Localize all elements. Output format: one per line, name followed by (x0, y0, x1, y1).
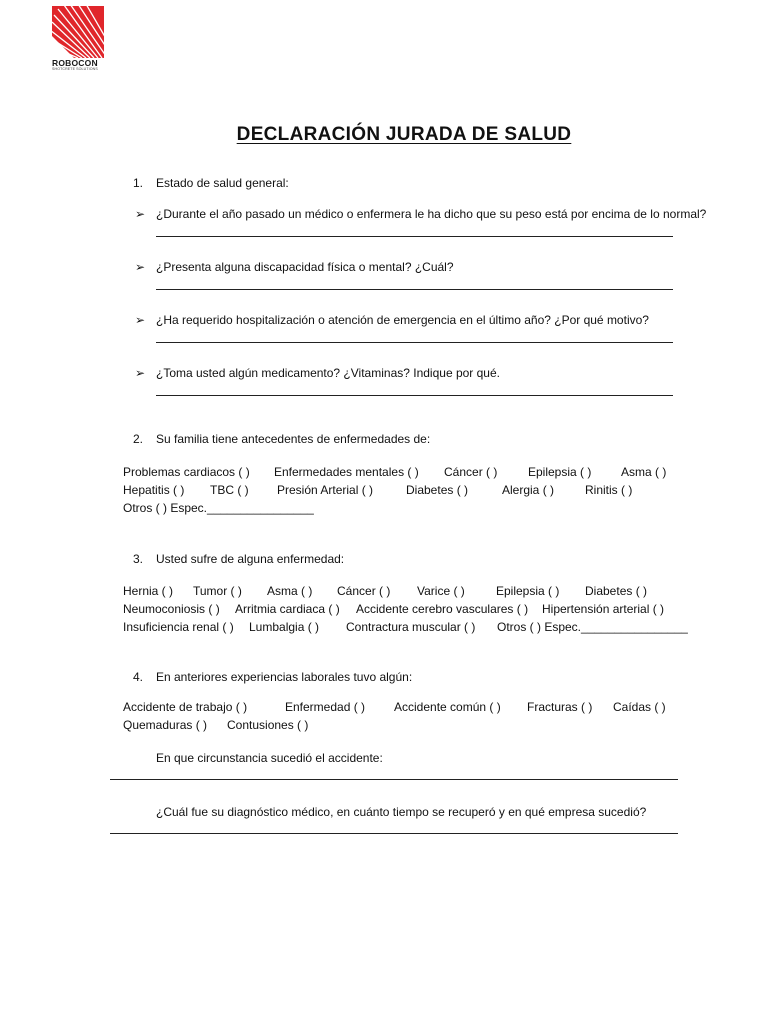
option-family-diabetes[interactable]: Diabetes ( ) (406, 483, 469, 497)
option-family-blood-pressure[interactable]: Presión Arterial ( ) (277, 483, 374, 497)
brand-name: ROBOCON (52, 58, 98, 68)
section-2-heading: Su familia tiene antecedentes de enfermedades de: (156, 432, 431, 446)
option-diabetes[interactable]: Diabetes ( ) (585, 584, 648, 598)
option-epilepsy[interactable]: Epilepsia ( ) (496, 584, 560, 598)
section-3-number: 3. (133, 552, 144, 566)
option-varice[interactable]: Varice ( ) (417, 584, 465, 598)
option-asthma[interactable]: Asma ( ) (267, 584, 313, 598)
option-stroke[interactable]: Accidente cerebro vasculares ( ) (356, 602, 529, 616)
answer-line-3[interactable] (156, 342, 673, 343)
option-tumor[interactable]: Tumor ( ) (193, 584, 242, 598)
arrow-bullet-icon: ➢ (135, 366, 146, 380)
section-3-heading: Usted sufre de alguna enfermedad: (156, 552, 345, 566)
option-falls[interactable]: Caídas ( ) (613, 700, 666, 714)
question-4: ¿Toma usted algún medicamento? ¿Vitaminas? Indique por qué. (156, 366, 500, 380)
section-1-number: 1. (133, 176, 144, 190)
option-cancer[interactable]: Cáncer ( ) (337, 584, 391, 598)
question-2: ¿Presenta alguna discapacidad física o mental? ¿Cuál? (156, 260, 454, 274)
option-family-cancer[interactable]: Cáncer ( ) (444, 465, 498, 479)
option-hernia[interactable]: Hernia ( ) (123, 584, 174, 598)
option-family-rhinitis[interactable]: Rinitis ( ) (585, 483, 633, 497)
answer-line-circumstance[interactable] (110, 779, 678, 780)
option-arrhythmia[interactable]: Arritmia cardiaca ( ) (235, 602, 340, 616)
option-family-asthma[interactable]: Asma ( ) (621, 465, 667, 479)
answer-line-2[interactable] (156, 289, 673, 290)
option-muscle-contracture[interactable]: Contractura muscular ( ) (346, 620, 476, 634)
section-4-number: 4. (133, 670, 144, 684)
option-hypertension[interactable]: Hipertensión arterial ( ) (542, 602, 665, 616)
arrow-bullet-icon: ➢ (135, 260, 146, 274)
option-family-tbc[interactable]: TBC ( ) (210, 483, 249, 497)
answer-line-diagnosis[interactable] (110, 833, 678, 834)
option-family-mental[interactable]: Enfermedades mentales ( ) (274, 465, 419, 479)
answer-line-1[interactable] (156, 236, 673, 237)
option-work-accident[interactable]: Accidente de trabajo ( ) (123, 700, 248, 714)
option-family-other[interactable]: Otros ( ) Espec.________________ (123, 501, 314, 515)
option-fractures[interactable]: Fracturas ( ) (527, 700, 593, 714)
page-title: DECLARACIÓN JURADA DE SALUD (236, 124, 572, 145)
option-lumbago[interactable]: Lumbalgia ( ) (249, 620, 320, 634)
option-pneumoconiosis[interactable]: Neumoconiosis ( ) (123, 602, 220, 616)
section-4-heading: En anteriores experiencias laborales tuvo algún: (156, 670, 413, 684)
option-family-epilepsy[interactable]: Epilepsia ( ) (528, 465, 592, 479)
answer-line-4[interactable] (156, 395, 673, 396)
option-renal-failure[interactable]: Insuficiencia renal ( ) (123, 620, 234, 634)
option-contusions[interactable]: Contusiones ( ) (227, 718, 309, 732)
option-family-allergy[interactable]: Alergia ( ) (502, 483, 555, 497)
robocon-logo-icon (52, 6, 104, 58)
question-circumstance: En que circunstancia sucedió el accidente: (156, 751, 383, 765)
section-2-number: 2. (133, 432, 144, 446)
option-family-hepatitis[interactable]: Hepatitis ( ) (123, 483, 185, 497)
option-family-cardiac[interactable]: Problemas cardiacos ( ) (123, 465, 250, 479)
option-illness[interactable]: Enfermedad ( ) (285, 700, 366, 714)
arrow-bullet-icon: ➢ (135, 313, 146, 327)
question-1: ¿Durante el año pasado un médico o enfermera le ha dicho que su peso está por encima de lo normal? (156, 207, 707, 221)
arrow-bullet-icon: ➢ (135, 207, 146, 221)
brand-tagline: SHOTCRETE SOLUTIONS (52, 67, 98, 71)
option-other[interactable]: Otros ( ) Espec.________________ (497, 620, 688, 634)
option-burns[interactable]: Quemaduras ( ) (123, 718, 208, 732)
section-1-heading: Estado de salud general: (156, 176, 289, 190)
question-diagnosis: ¿Cuál fue su diagnóstico médico, en cuánto tiempo se recuperó y en qué empresa sucedió? (156, 805, 647, 819)
option-common-accident[interactable]: Accidente común ( ) (394, 700, 501, 714)
question-3: ¿Ha requerido hospitalización o atención de emergencia en el último año? ¿Por qué motivo? (156, 313, 649, 327)
